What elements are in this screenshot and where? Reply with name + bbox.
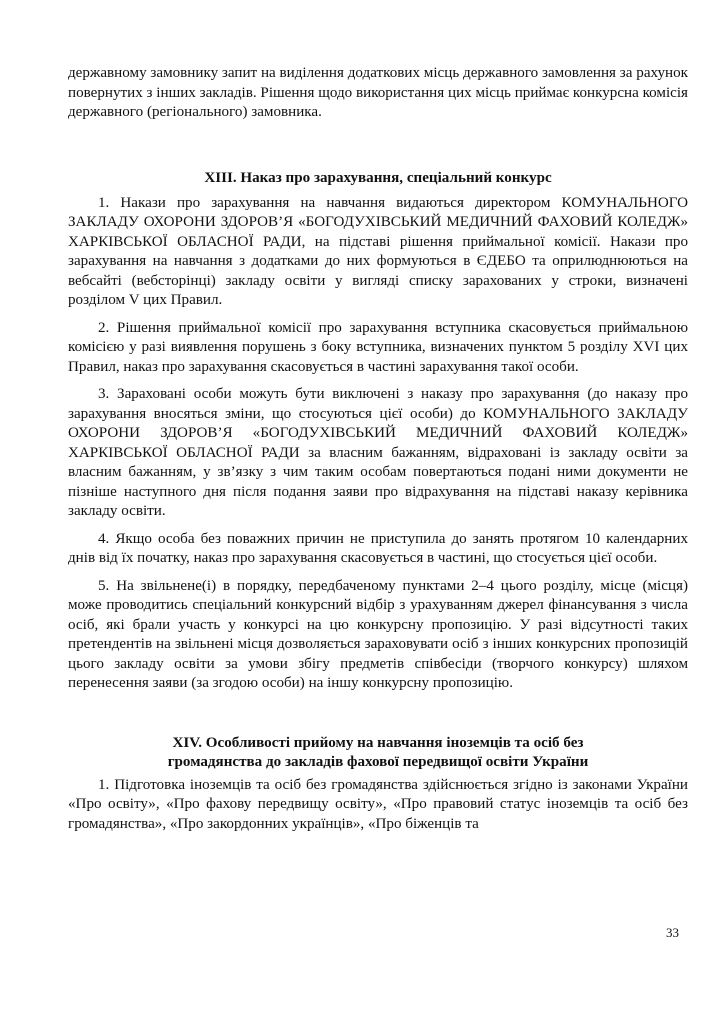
section-13-heading: XIII. Наказ про зарахування, спеціальний конкурс [204, 169, 552, 186]
section-13-paragraph-2: 2. Рішення приймальної комісії про зарахування вступника скасовується приймальною комісією у разі виявлення порушень з боку вступника, визначених пунктом 5 розділу XVI цих Правил, наказ про зарахування скасовується в частині зарахування такої особи. [68, 319, 688, 375]
section-14-heading-line-1: XIV. Особливості прийому на навчання іноземців та осіб без [172, 734, 584, 751]
document-page [68, 64, 688, 834]
section-13 [68, 169, 688, 694]
page-number: 33 [666, 925, 679, 940]
section-13-paragraph-1: 1. Накази про зарахування на навчання видаються директором КОМУНАЛЬНОГО ЗАКЛАДУ ОХОРОНИ ЗДОРОВ’Я «БОГОДУХІВСЬКИЙ МЕДИЧНИЙ ФАХОВИЙ КОЛЕДЖ» ХАРКІВСЬКОЇ ОБЛАСНОЇ РАДИ, на підставі рішення приймальної комісії. Накази про зарахування на навчання з додатками до них формуються в ЄДЕБО та оприлюднюються на вебсайті (вебсторінці) закладу освіти у вигляді списку зарахованих у строки, визначені розділом V цих Правил. [68, 194, 688, 308]
section-13-paragraph-5: 5. На звільнене(і) в порядку, передбаченому пунктами 2–4 цього розділу, місце (місця) може проводитись спеціальний конкурсний відбір з урахуванням джерел фінансування з числа осіб, які брали участь у конкурсі на цю конкурсну пропозицію. У разі відсутності таких претендентів на звільнені місця дозволяється зараховувати осіб з інших конкурсних пропозицій цього закладу освіти за умови збігу предметів співбесіди (творчого конкурсу) шляхом перенесення заяви (за згодою особи) на іншу конкурсну пропозицію. [68, 577, 688, 691]
section-14-paragraph-1: 1. Підготовка іноземців та осіб без громадянства здійснюється згідно із законами України «Про освіту», «Про фахову передвищу освіту», «Про правовий статус іноземців та осіб без громадянства», «Про закордонних українців», «Про біженців та [68, 776, 688, 832]
section-13-paragraph-3: 3. Зараховані особи можуть бути виключені з наказу про зарахування (до наказу про зарахування вносяться зміни, що стосуються цієї особи) до КОМУНАЛЬНОГО ЗАКЛАДУ ОХОРОНИ ЗДОРОВ’Я «БОГОДУХІВСЬКИЙ МЕДИЧНИЙ ФАХОВИЙ КОЛЕДЖ» ХАРКІВСЬКОЇ ОБЛАСНОЇ РАДИ за власним бажанням, відраховані із закладу освіти за власним бажанням, у зв’язку з чим таким особам повертаються подані ними документи не пізніше наступного дня після подання заяви про відрахування на підставі наказу керівника закладу освіти. [68, 386, 688, 519]
section-13-paragraph-4: 4. Якщо особа без поважних причин не приступила до занять протягом 10 календарних днів від їх початку, наказ про зарахування скасовується в частині, що стосується цієї особи. [68, 530, 688, 566]
continuation-paragraph: державному замовнику запит на виділення додаткових місць державного замовлення за рахунок повернутих з інших закладів. Рішення щодо використання цих місць приймає конкурсна комісія державного (регіонального) замовника. [68, 65, 688, 120]
section-14 [68, 734, 688, 835]
section-14-heading-line-2: громадянства до закладів фахової передвищої освіти України [167, 753, 589, 770]
